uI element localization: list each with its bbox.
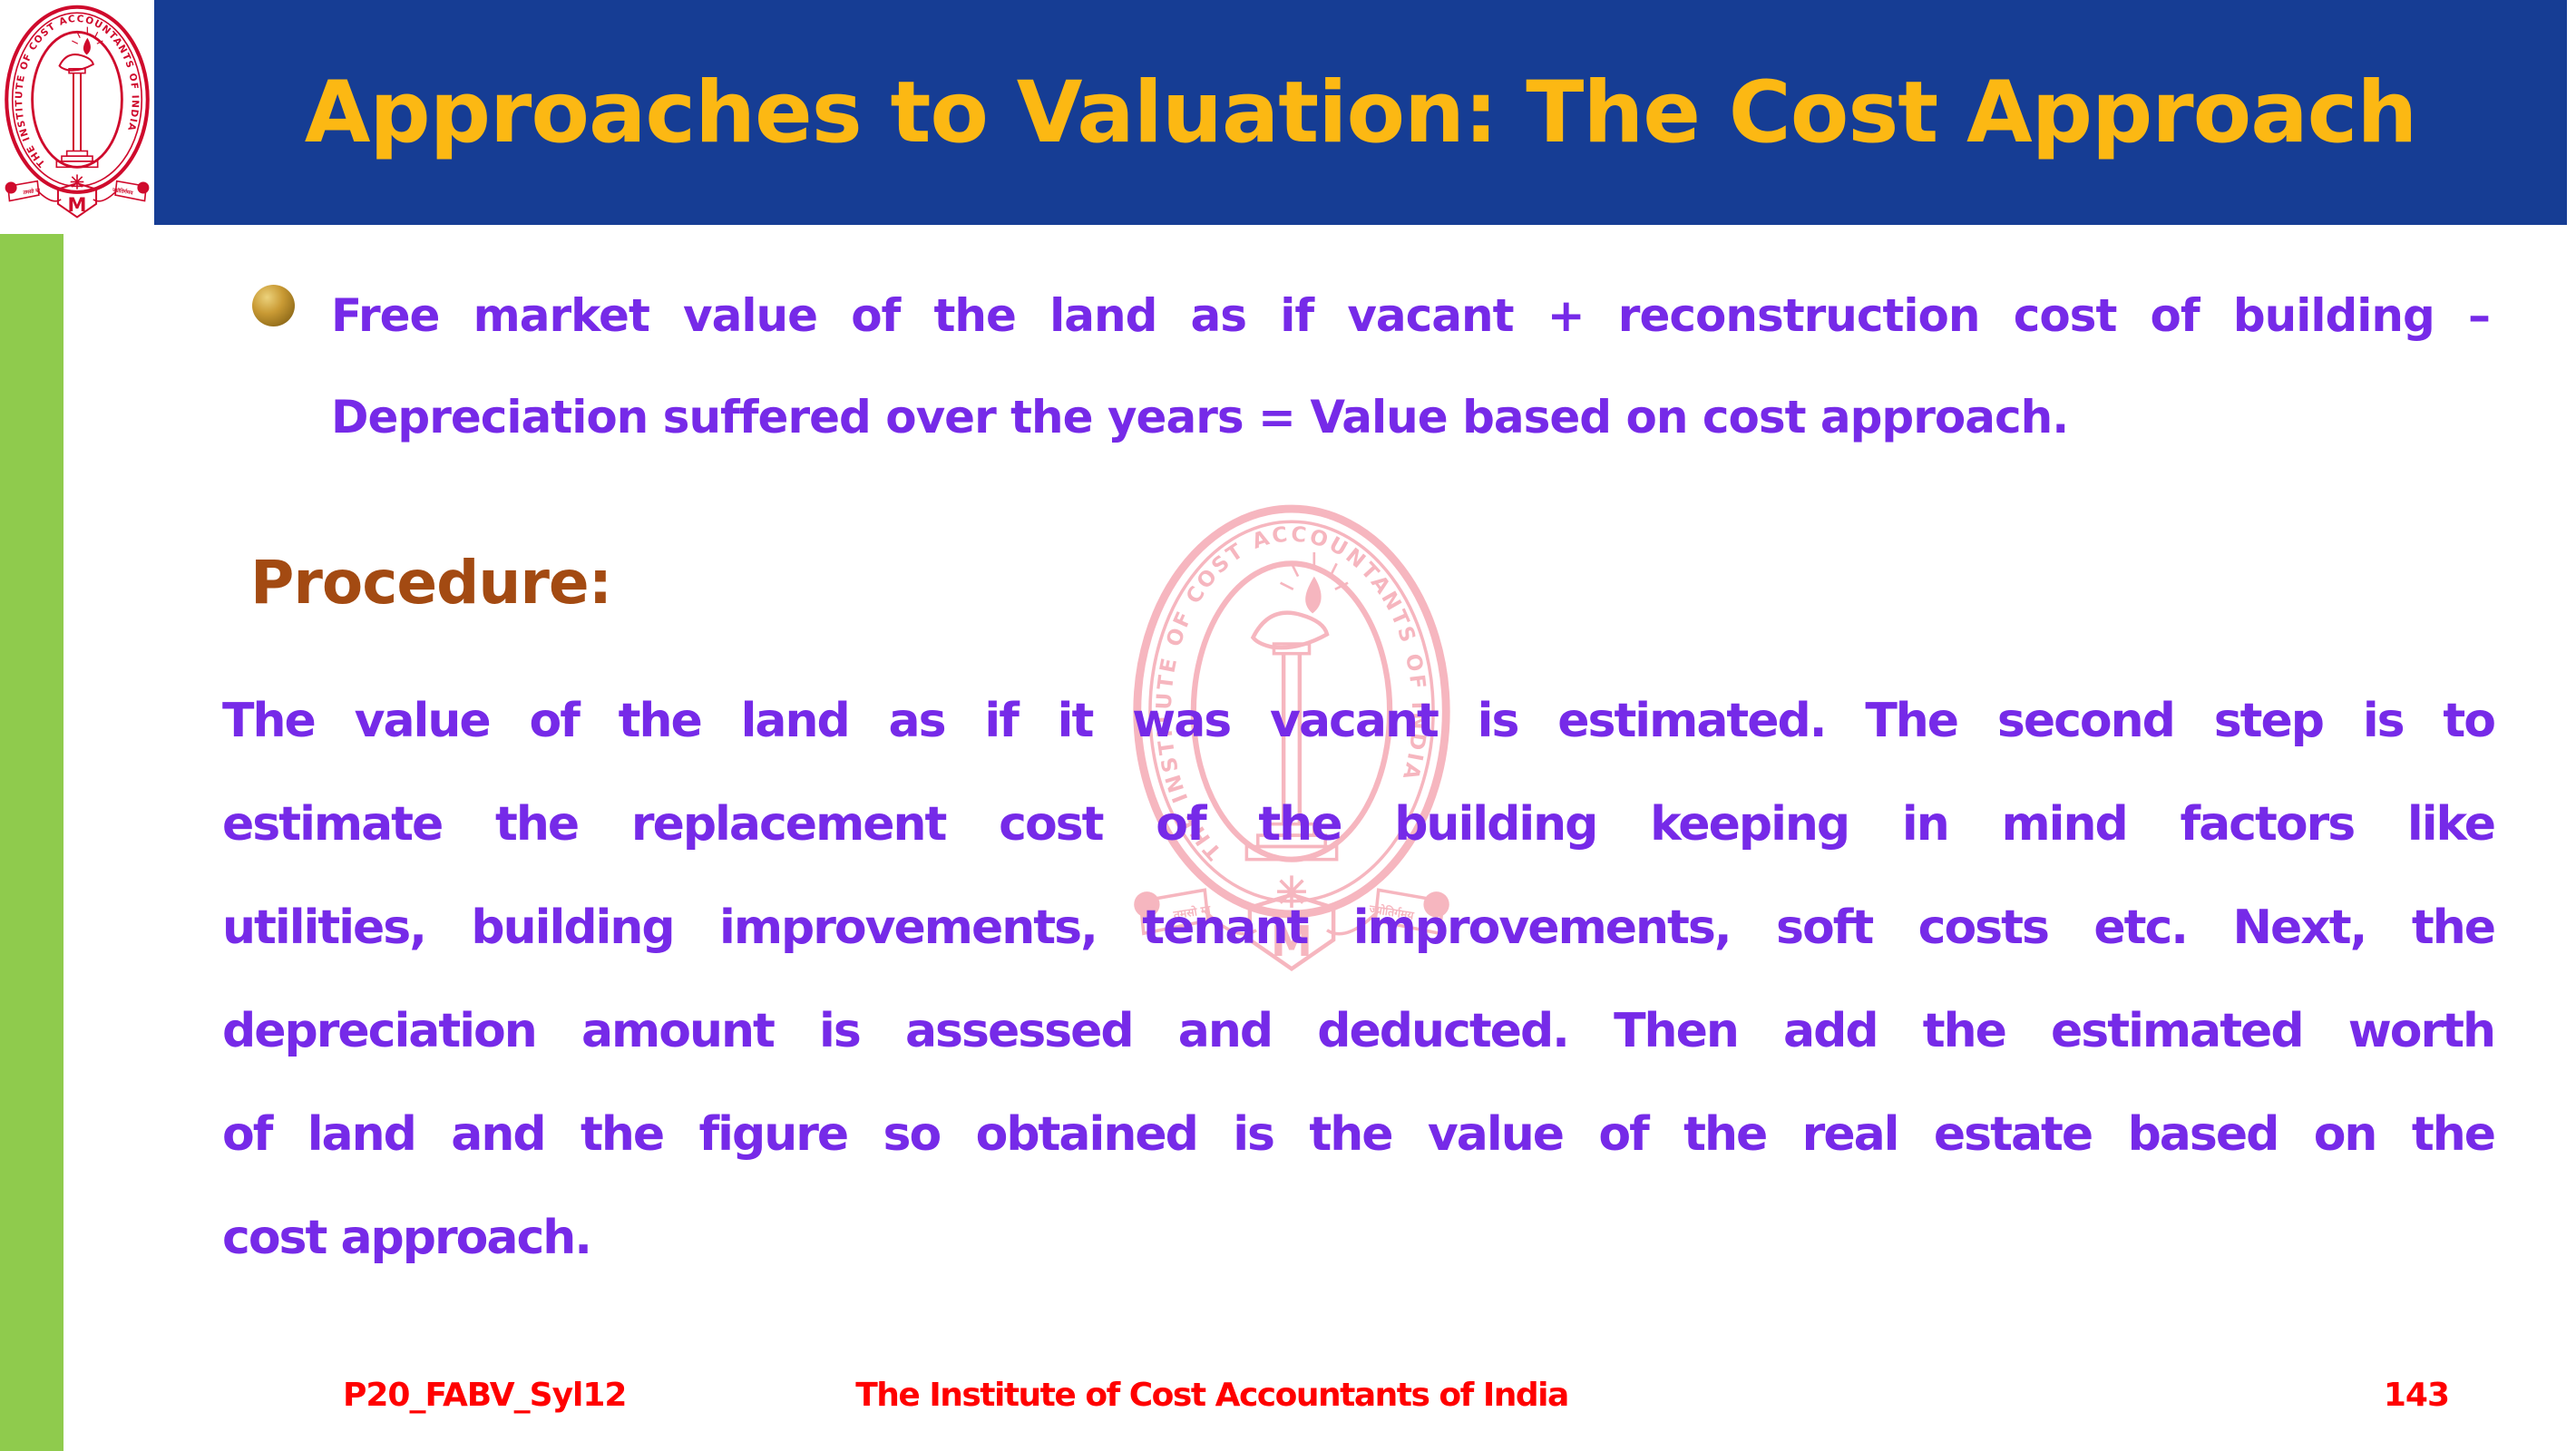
left-accent-bar	[0, 234, 63, 1451]
bullet-marker-icon	[252, 285, 295, 326]
body-paragraph-line: depreciation amount is assessed and deducted. Then add the estimated worth	[222, 1004, 2494, 1058]
bullet-line: Depreciation suffered over the years = Value based on cost approach.	[331, 391, 2069, 443]
body-paragraph	[222, 669, 2494, 1290]
slide-title: Approaches to Valuation: The Cost Approach	[304, 63, 2417, 162]
footer-page-number: 143	[2383, 1377, 2449, 1414]
body-paragraph-line: The value of the land as if it was vacant is estimated. The second step is to	[222, 694, 2494, 748]
title-bar	[154, 0, 2567, 225]
body-paragraph-line: utilities, building improvements, tenant improvements, soft costs etc. Next, the	[222, 901, 2494, 955]
footer-institute-name: The Institute of Cost Accountants of India	[855, 1377, 1568, 1414]
body-paragraph-line: cost approach.	[222, 1211, 591, 1265]
institute-logo	[0, 0, 154, 229]
bullet-item	[331, 265, 2490, 468]
body-paragraph-line: of land and the figure so obtained is the value of the real estate based on the	[222, 1107, 2494, 1162]
institute-emblem-icon	[4, 3, 151, 226]
bullet-line: Free market value of the land as if vacant + reconstruction cost of building –	[331, 289, 2490, 342]
procedure-heading: Procedure:	[250, 548, 612, 618]
body-paragraph-line: estimate the replacement cost of the building keeping in mind factors like	[222, 797, 2494, 852]
footer-course-code: P20_FABV_Syl12	[343, 1377, 627, 1414]
